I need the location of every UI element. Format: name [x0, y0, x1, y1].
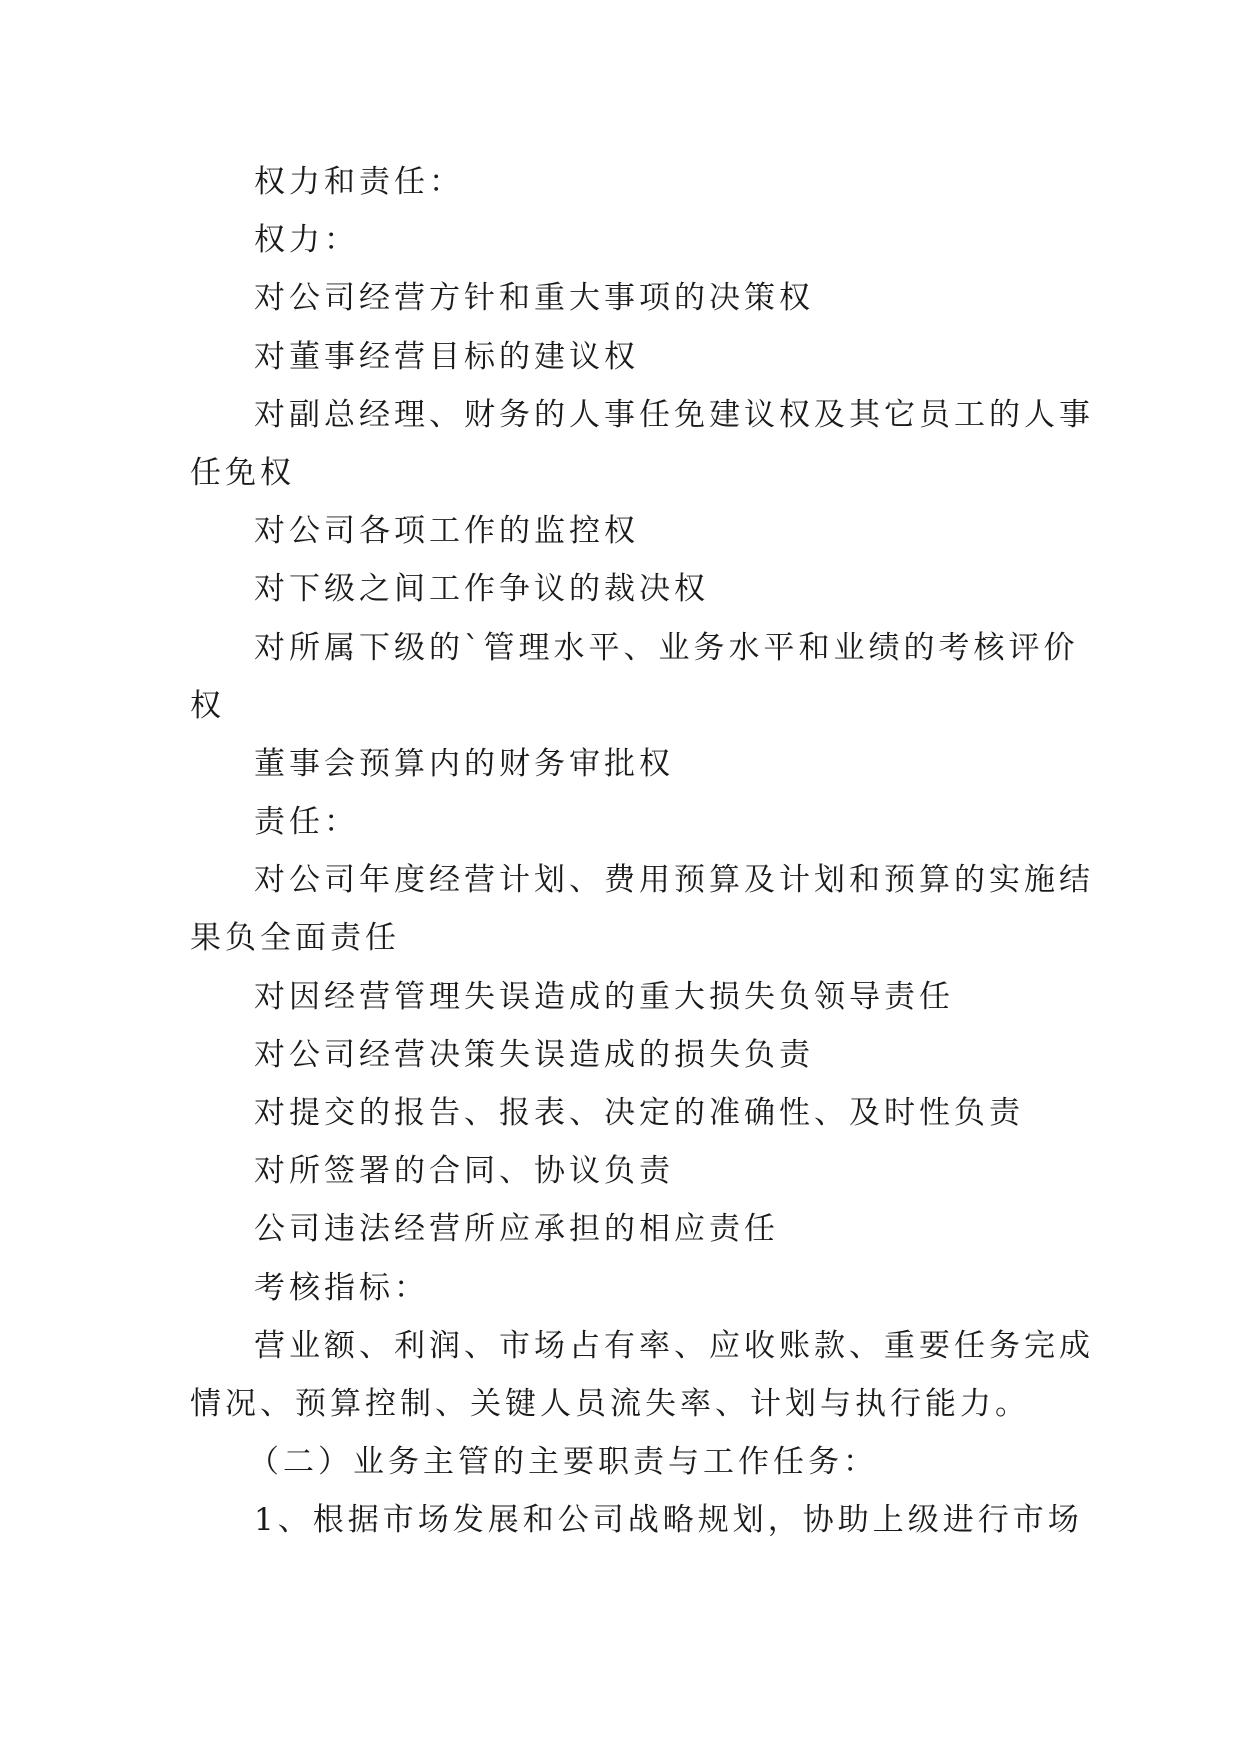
text-line: 对提交的报告、报表、决定的准确性、及时性负责 [254, 1095, 1024, 1131]
text-line: 营业额、利润、市场占有率、应收账款、重要任务完成 [254, 1327, 1094, 1364]
text-line-continuation: 情况、预算控制、关键人员流失率、计划与执行能力。 [190, 1385, 1030, 1422]
text-line: 对副总经理、财务的人事任免建议权及其它员工的人事 [254, 396, 1094, 433]
text-line: 对公司经营决策失误造成的损失负责 [254, 1036, 814, 1073]
text-line: 对公司年度经营计划、费用预算及计划和预算的实施结 [254, 862, 1094, 899]
section-heading-business-supervisor: （二）业务主管的主要职责与工作任务： [248, 1444, 878, 1481]
text-line: 对公司各项工作的监控权 [254, 513, 639, 550]
text-line: 公司违法经营所应承担的相应责任 [254, 1211, 779, 1248]
text-line-continuation: 权 [190, 687, 225, 724]
text-line-continuation: 任免权 [190, 454, 295, 491]
subheading-powers: 权力： [254, 222, 359, 259]
text-line: 对因经营管理失误造成的重大损失负领导责任 [254, 978, 954, 1015]
text-line: 对所属下级的`管理水平、业务水平和业绩的考核评价 [254, 629, 1079, 666]
text-line: 对公司经营方针和重大事项的决策权 [254, 280, 814, 317]
text-line: 董事会预算内的财务审批权 [254, 745, 674, 782]
text-line-continuation: 果负全面责任 [190, 920, 400, 957]
numbered-item: 1、根据市场发展和公司战略规划，协助上级进行市场 [254, 1502, 1083, 1539]
document-body [190, 153, 1094, 1550]
text-line: 对董事经营目标的建议权 [254, 338, 639, 375]
section-heading-powers-and-responsibilities: 权力和责任： [254, 164, 464, 200]
subheading-responsibilities: 责任： [254, 804, 359, 841]
subheading-assessment-indicators: 考核指标： [254, 1269, 429, 1306]
text-line: 对所签署的合同、协议负责 [254, 1153, 674, 1190]
text-line: 对下级之间工作争议的裁决权 [254, 571, 709, 608]
